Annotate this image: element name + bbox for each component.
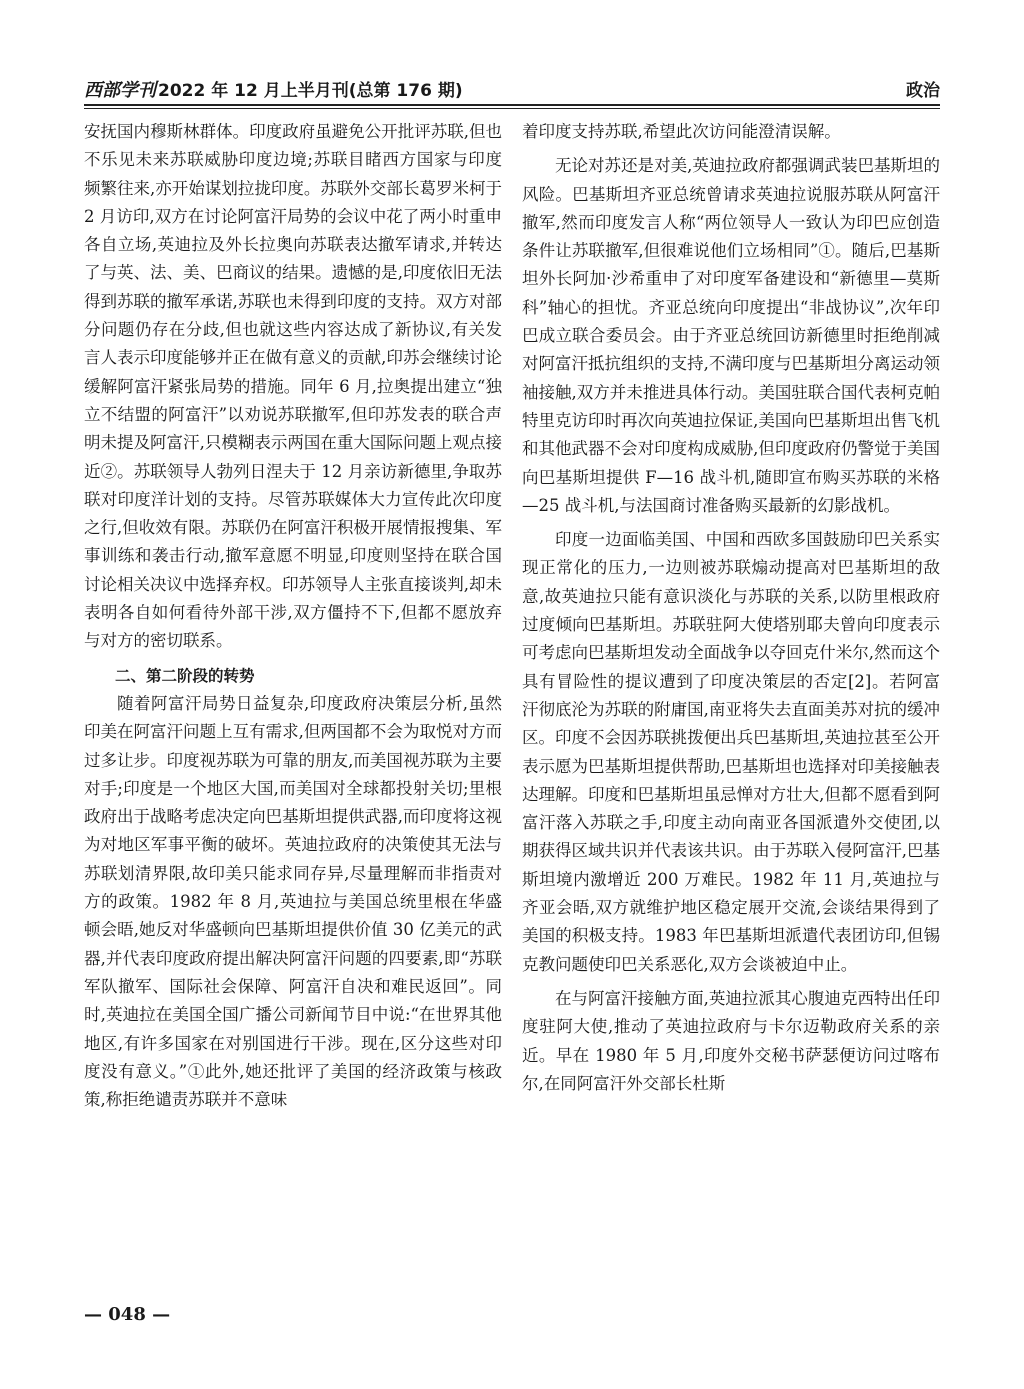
paragraph: 随着阿富汗局势日益复杂,印度政府决策层分析,虽然印美在阿富汗问题上互有需求,但两国都不会为取悦对方而过多让步。印度视苏联为可靠的朋友,而美国视苏联为主要对手;印度是一个地区大国,而美国对全球都投射关切;里根政府出于战略考虑决定向巴基斯坦提供武器,而印度将这视为对地区军事平衡的破坏。英迪拉政府的决策使其无法与苏联划清界限,故印美只能求同存异,尽量理解而非指责对方的政策。1982 年 8 月,英迪拉与美国总统里根在华盛顿会晤,她反对华盛顿向巴基斯坦提供价值 30 亿美元的武器,并代表印度政府提出解决阿富汗问题的四要素,即“苏联军队撤军、国际社会保障、阿富汗自决和难民返回”。同时,英迪拉在美国全国广播公司新闻节目中说:“在世界其他地区,有许多国家在对别国进行干涉。现在,区分这些对印度没有意义。”①此外,她还批评了美国的经济政策与核政策,称拒绝谴责苏联并不意味 [84, 693, 502, 1110]
paragraph: 安抚国内穆斯林群体。印度政府虽避免公开批评苏联,但也不乐见未来苏联威胁印度边境;苏联目睹西方国家与印度频繁往来,亦开始谋划拉拢印度。苏联外交部长葛罗米柯于 2 月访印,双方在讨论阿富汗局势的会议中花了两小时重申各自立场,英迪拉及外长拉奥向苏联表达撤军请求,并转达了与英、法、美、巴商议的结果。遗憾的是,印度依旧无法得到苏联的撤军承诺,苏联也未得到印度的支持。双方对部分问题仍存在分歧,但也就这些内容达成了新协议,有关发言人表示印度能够并正在做有意义的贡献,印苏会继续讨论缓解阿富汗紧张局势的措施。同年 6 月,拉奥提出建立“独立不结盟的阿富汗”以劝说苏联撤军,但印苏发表的联合声明未提及阿富汗,只模糊表示两国在重大国际问题上观点接近②。苏联领导人勃列日涅夫于 12 月亲访新德里,争取苏联对印度洋计划的支持。尽管苏联媒体大力宣传此次印度之行,但收效有限。苏联仍在阿富汗积极开展情报搜集、军事训练和袭击行动,撤军意愿不明显,印度则坚持在联合国讨论相关决议中选择弃权。印苏领导人主张直接谈判,却未表明各自如何看待外部干涉,双方僵持不下,但都不愿放弃与对方的密切联系。 [84, 122, 502, 651]
header-rule [84, 104, 940, 106]
section-heading: 二、第二阶段的转势 [115, 666, 255, 685]
header-rule-thin [84, 108, 940, 109]
right-column [522, 118, 940, 1098]
running-header [84, 68, 940, 108]
journal-issue-line [84, 76, 463, 102]
paragraph: 印度一边面临美国、中国和西欧多国鼓励印巴关系实现正常化的压力,一边则被苏联煽动提高对巴基斯坦的敌意,故英迪拉只能有意识淡化与苏联的关系,以防里根政府过度倾向巴基斯坦。苏联驻阿大使塔别耶夫曾向印度表示可考虑向巴基斯坦发动全面战争以夺回克什米尔,然而这个具有冒险性的提议遭到了印度决策层的否定[2]。若阿富汗彻底沦为苏联的附庸国,南亚将失去直面美苏对抗的缓冲区。印度不会因苏联挑拨便出兵巴基斯坦,英迪拉甚至公开表示愿为巴基斯坦提供帮助,巴基斯坦也选择对印美接触表达理解。印度和巴基斯坦虽忌惮对方壮大,但都不愿看到阿富汗落入苏联之手,印度主动向南亚各国派遣外交使团,以期获得区域共识并代表该共识。由于苏联入侵阿富汗,巴基斯坦境内激增近 200 万难民。1982 年 11 月,英迪拉与齐亚会晤,双方就维护地区稳定展开交流,会谈结果得到了美国的积极支持。1983 年巴基斯坦派遣代表团访印,但锡克教问题使印巴关系恶化,双方会谈被迫中止。 [522, 530, 940, 974]
issue-label: 2022 年 12 月上半月刊(总第 176 期) [158, 81, 463, 101]
section-label: 政治 [906, 81, 940, 101]
journal-logo: 西部学刊 [84, 80, 156, 101]
page-number: — 048 — [84, 1304, 171, 1325]
paragraph: 着印度支持苏联,希望此次访问能澄清误解。 [522, 122, 841, 141]
paragraph: 在与阿富汗接触方面,英迪拉派其心腹迪克西特出任印度驻阿大使,推动了英迪拉政府与卡尔迈勒政府关系的亲近。早在 1980 年 5 月,印度外交秘书萨瑟便访问过喀布尔,在同阿富汗外交部长杜斯 [522, 988, 940, 1093]
left-column [84, 118, 502, 1114]
paragraph: 无论对苏还是对美,英迪拉政府都强调武装巴基斯坦的风险。巴基斯坦齐亚总统曾请求英迪拉说服苏联从阿富汗撤军,然而印度发言人称“两位领导人一致认为印巴应创造条件让苏联撤军,但很难说他们立场相同”①。随后,巴基斯坦外长阿加·沙希重申了对印度军备建设和“新德里—莫斯科”轴心的担忧。齐亚总统向印度提出“非战协议”,次年印巴成立联合委员会。由于齐亚总统回访新德里时拒绝削减对阿富汗抵抗组织的支持,不满印度与巴基斯坦分离运动领袖接触,双方并未推进具体行动。美国驻联合国代表柯克帕特里克访印时再次向英迪拉保证,美国向巴基斯坦出售飞机和其他武器不会对印度构成威胁,但印度政府仍警觉于美国向巴基斯坦提供 F—16 战斗机,随即宣布购买苏联的米格—25 战斗机,与法国商讨准备购买最新的幻影战机。 [522, 156, 940, 515]
